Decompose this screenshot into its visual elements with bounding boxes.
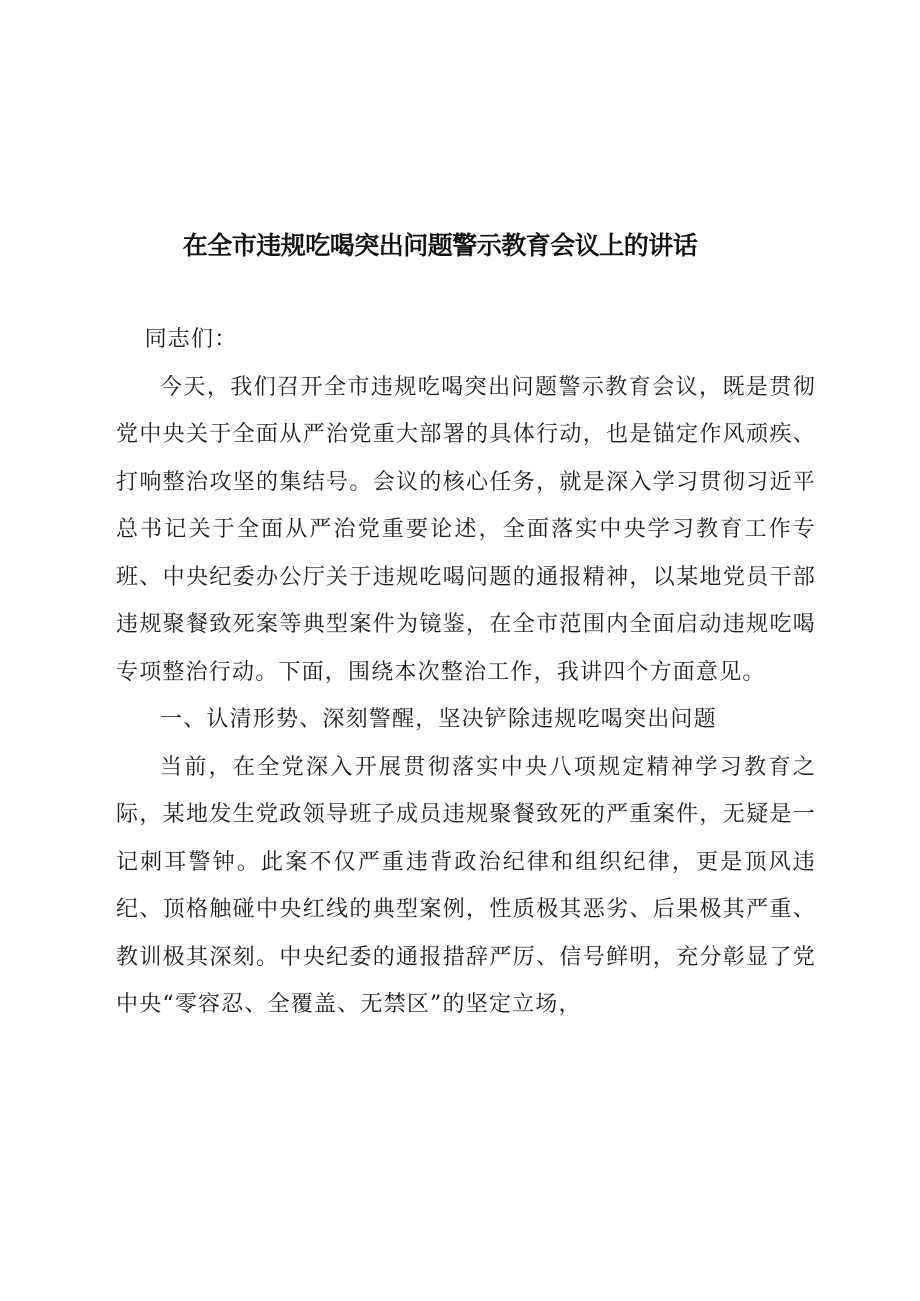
salutation: 同志们： [144,327,238,352]
section-heading-1: 一、认清形势、深刻警醒，坚决铲除违规吃喝突出问题 [160,707,717,732]
document-body [116,316,816,1029]
paragraph-opening: 今天，我们召开全市违规吃喝突出问题警示教育会议，既是贯彻党中央关于全面从严治党重大部署的具体行动，也是锚定作风顽疾、打响整治攻坚的集结号。会议的核心任务，就是深入学习贯彻习近平总书记关于全面从严治党重要论述，全面落实中央学习教育工作专班、中央纪委办公厅关于违规吃喝问题的通报精神，以某地党员干部违规聚餐致死案等典型案件为镜鉴，在全市范围内全面启动违规吃喝专项整治行动。下面，围绕本次整治工作，我讲四个方面意见。 [116,374,816,685]
document-title: 在全市违规吃喝突出问题警示教育会议上的讲话 [182,231,698,260]
paragraph-section-1: 当前，在全党深入开展贯彻落实中央八项规定精神学习教育之际，某地发生党政领导班子成员违规聚餐致死的严重案件，无疑是一记刺耳警钟。此案不仅严重违背政治纪律和组织纪律，更是顶风违纪、顶格触碰中央红线的典型案例，性质极其恶劣、后果极其严重、教训极其深刻。中央纪委的通报措辞严厉、信号鲜明，充分彰显了党中央“零容忍、全覆盖、无禁区”的坚定立场， [116,754,816,1017]
